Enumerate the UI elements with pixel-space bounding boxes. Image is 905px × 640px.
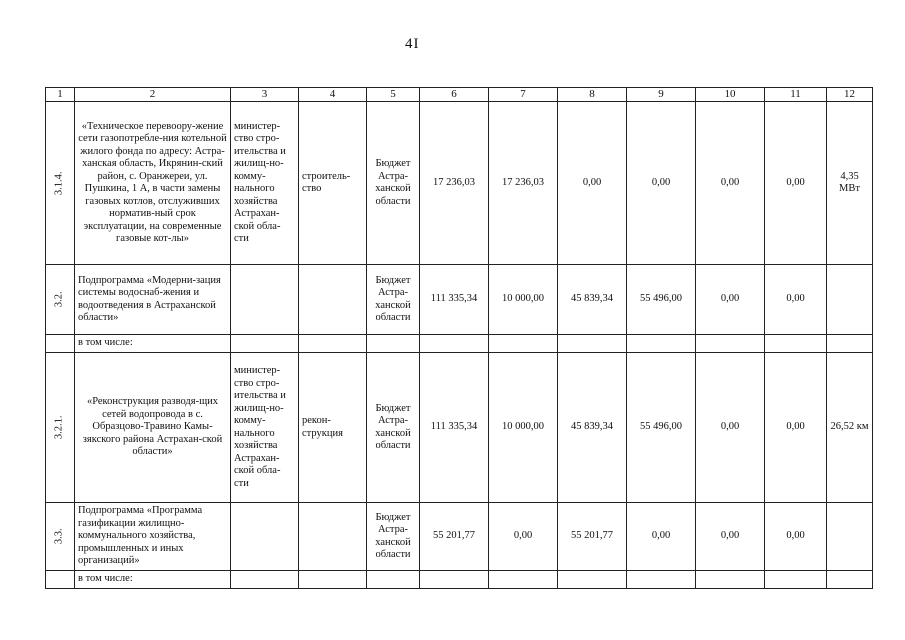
- row-c12: 4,35 МВт: [827, 102, 873, 265]
- header-cell: 1: [46, 88, 75, 102]
- header-cell: 5: [367, 88, 420, 102]
- empty-cell: [420, 335, 489, 353]
- empty-cell: [765, 571, 827, 589]
- header-cell: 8: [558, 88, 627, 102]
- empty-cell: [627, 335, 696, 353]
- row-number: 3.2.: [46, 265, 75, 335]
- empty-cell: [558, 571, 627, 589]
- row-c11: 0,00: [765, 503, 827, 571]
- row-c8: 45 839,34: [558, 265, 627, 335]
- row-work-type: [299, 265, 367, 335]
- header-cell: 3: [231, 88, 299, 102]
- row-c9: 55 496,00: [627, 265, 696, 335]
- empty-cell: [627, 571, 696, 589]
- table-row: [46, 265, 873, 335]
- row-c9: 0,00: [627, 503, 696, 571]
- row-c8: 45 839,34: [558, 353, 627, 503]
- row-c7: 17 236,03: [489, 102, 558, 265]
- empty-cell: [367, 335, 420, 353]
- row-source: Бюджет Астра-ханской области: [367, 102, 420, 265]
- row-work-type: строитель-ство: [299, 102, 367, 265]
- header-cell: 4: [299, 88, 367, 102]
- row-source: Бюджет Астра-ханской области: [367, 503, 420, 571]
- header-cell: 6: [420, 88, 489, 102]
- table-body: [46, 88, 873, 589]
- empty-cell: [299, 335, 367, 353]
- header-row: [46, 88, 873, 102]
- row-executor: [231, 503, 299, 571]
- empty-cell: [765, 335, 827, 353]
- empty-cell: [46, 335, 75, 353]
- empty-cell: [299, 571, 367, 589]
- row-name: «Реконструкция разводя-щих сетей водопровода в с. Образцово-Травино Камы-зякского района Астрахан-ской области»: [75, 353, 231, 503]
- empty-cell: [489, 571, 558, 589]
- row-work-type: рекон-струкция: [299, 353, 367, 503]
- page-number: 4I: [405, 36, 420, 52]
- row-c9: 0,00: [627, 102, 696, 265]
- table-row: [46, 102, 873, 265]
- subtotal-row: [46, 571, 873, 589]
- row-name: Подпрограмма «Программа газификации жилищно-коммунального хозяйства, промышленных и иных организаций»: [75, 503, 231, 571]
- header-cell: 11: [765, 88, 827, 102]
- row-c10: 0,00: [696, 102, 765, 265]
- row-work-type: [299, 503, 367, 571]
- empty-cell: [827, 571, 873, 589]
- row-name: Подпрограмма «Модерни-зация системы водоснаб-жения и водоотведения в Астраханской области»: [75, 265, 231, 335]
- header-cell: 10: [696, 88, 765, 102]
- subtotal-label: в том числе:: [75, 335, 231, 353]
- empty-cell: [489, 335, 558, 353]
- row-c12: [827, 265, 873, 335]
- row-c10: 0,00: [696, 265, 765, 335]
- program-table: [45, 87, 873, 589]
- empty-cell: [231, 571, 299, 589]
- row-number: 3.1.4.: [46, 102, 75, 265]
- row-c9: 55 496,00: [627, 353, 696, 503]
- empty-cell: [420, 571, 489, 589]
- empty-cell: [46, 571, 75, 589]
- header-cell: 7: [489, 88, 558, 102]
- empty-cell: [367, 571, 420, 589]
- row-c7: 0,00: [489, 503, 558, 571]
- header-cell: 9: [627, 88, 696, 102]
- row-source: Бюджет Астра-ханской области: [367, 265, 420, 335]
- row-c12: [827, 503, 873, 571]
- row-c7: 10 000,00: [489, 265, 558, 335]
- row-c11: 0,00: [765, 102, 827, 265]
- empty-cell: [558, 335, 627, 353]
- row-c7: 10 000,00: [489, 353, 558, 503]
- row-number: 3.2.1.: [46, 353, 75, 503]
- row-c6: 55 201,77: [420, 503, 489, 571]
- row-c6: 111 335,34: [420, 265, 489, 335]
- row-c10: 0,00: [696, 503, 765, 571]
- row-c12: 26,52 км: [827, 353, 873, 503]
- empty-cell: [696, 335, 765, 353]
- row-source: Бюджет Астра-ханской области: [367, 353, 420, 503]
- empty-cell: [231, 335, 299, 353]
- header-cell: 12: [827, 88, 873, 102]
- row-c8: 0,00: [558, 102, 627, 265]
- header-cell: 2: [75, 88, 231, 102]
- empty-cell: [696, 571, 765, 589]
- row-number: 3.3.: [46, 503, 75, 571]
- subtotal-label: в том числе:: [75, 571, 231, 589]
- row-c8: 55 201,77: [558, 503, 627, 571]
- row-c10: 0,00: [696, 353, 765, 503]
- row-executor: министер-ство стро-ительства и жилищ-но-комму-нального хозяйства Астрахан-ской обла-сти: [231, 353, 299, 503]
- row-c11: 0,00: [765, 265, 827, 335]
- subtotal-row: [46, 335, 873, 353]
- row-c6: 111 335,34: [420, 353, 489, 503]
- row-c11: 0,00: [765, 353, 827, 503]
- row-executor: министер-ство стро-ительства и жилищ-но-комму-нального хозяйства Астрахан-ской обла-сти: [231, 102, 299, 265]
- table-row: [46, 353, 873, 503]
- row-executor: [231, 265, 299, 335]
- empty-cell: [827, 335, 873, 353]
- table-row: [46, 503, 873, 571]
- row-c6: 17 236,03: [420, 102, 489, 265]
- row-name: «Техническое перевоору-жение сети газопотребле-ния котельной жилого фонда по адресу: Астра-ханская область, Икрянин-ский район, с. Оранжереи, ул. Пушкина, 1 А, в части замены газовых котлов, отслуживших норматив-ный срок эксплуатации, на современные газовые кот-лы»: [75, 102, 231, 265]
